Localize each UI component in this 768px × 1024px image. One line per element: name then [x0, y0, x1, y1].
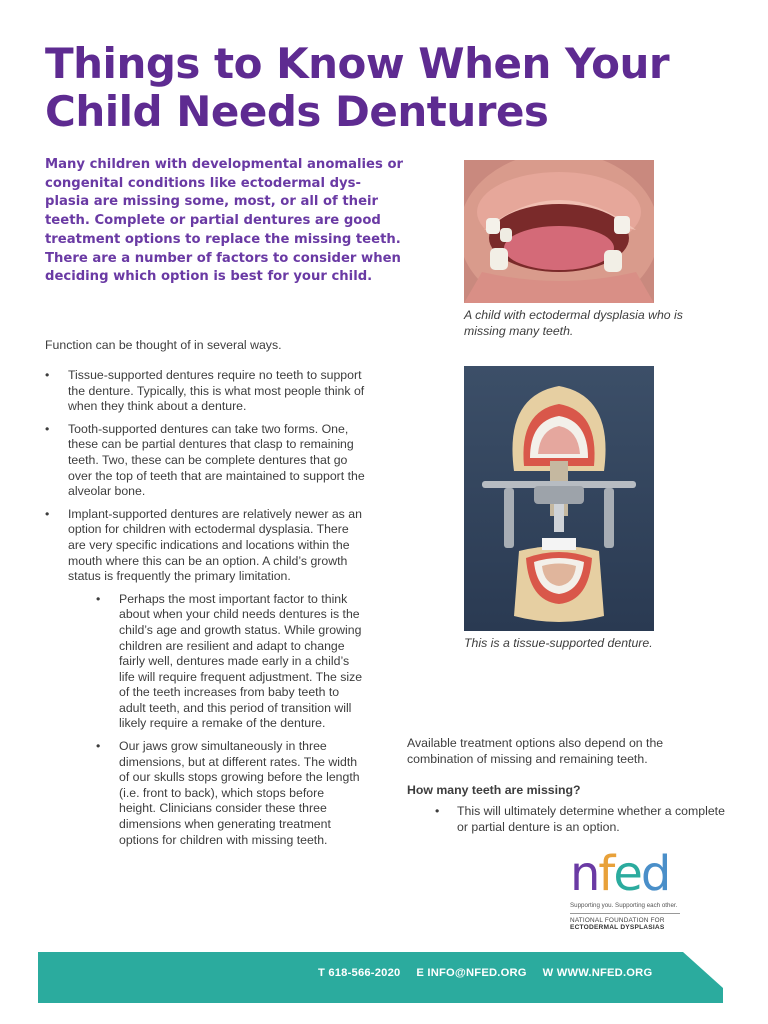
denture-model-photo [464, 366, 654, 631]
list-item: • Tissue-supported dentures require no teeth to support the denture. Typically, this is what most people think of when they think about a denture. [45, 368, 365, 415]
logo-letter-f: f [598, 846, 614, 902]
list-item: • Tooth-supported dentures can take two forms. One, these can be partial dentures that clasp to remaining teeth. Two, these can be complete dentures that go over the top of teeth that are maintained to support the alveolar bone. [45, 422, 365, 500]
footer-email: E INFO@NFED.ORG [416, 967, 527, 979]
page-title: Things to Know When Your Child Needs Dentures [45, 39, 670, 136]
available-options-paragraph: Available treatment options also depend on the combination of missing and remaining teeth. [407, 736, 664, 766]
growth-factors-list [96, 592, 364, 849]
logo-name-line1: NATIONAL FOUNDATION FOR [570, 917, 665, 924]
logo-name-line2: ECTODERMAL DYSPLASIAS [570, 924, 665, 931]
footer-phone: T 618-566-2020 [318, 967, 401, 979]
function-paragraph: Function can be thought of in several ways. [45, 338, 282, 352]
list-item: • Our jaws grow simultaneously in three dimensions, but at different rates. The width of our skulls stops growing before the length (i.e. front to back), which stops before height. Clinicians consider these three dimensions when generating treatment options for children with missing teeth. [96, 739, 364, 848]
footer-website: W WWW.NFED.ORG [542, 967, 653, 979]
logo-letter-e: e [613, 846, 641, 902]
logo-tagline: Supporting you. Supporting each other. [570, 902, 678, 909]
list-item: • Perhaps the most important factor to think about when your child needs dentures is the child’s age and growth status. While growing children are resilient and adapt to change fairly well, dentures made early in a child’s life will require frequent adjustment. The size of the teeth increases from baby teeth to adult teeth, and this period of transition will likely require a remake of the denture. [96, 592, 364, 732]
missing-teeth-list [407, 804, 727, 835]
photo-caption: A child with ectodermal dysplasia who is missing many teeth. [464, 308, 683, 338]
nfed-logo [570, 848, 690, 943]
logo-wordmark [570, 848, 690, 900]
logo-letter-d: d [640, 846, 670, 902]
child-mouth-photo [464, 160, 654, 303]
logo-letter-n: n [570, 846, 599, 902]
intro-paragraph: Many children with developmental anomalies or congenital conditions like ectodermal dys-plasia are missing some, most, or all of their teeth. Complete or partial dentures are good treatment options to replace the missing teeth. There are a number of factors to consider when deciding which option is best for your child. [45, 157, 404, 285]
photo-caption: This is a tissue-supported denture. [464, 636, 653, 650]
footer-contacts [318, 967, 652, 979]
missing-teeth-heading: How many teeth are missing? [407, 783, 581, 797]
list-item: • Implant-supported dentures are relatively newer as an option for children with ectodermal dysplasia. There are very specific indications and locations within the mouth where this can be an option. A child’s growth status is frequently the primary limitation. • Perhaps the most important factor to think about when your child needs dentures is the child’s age and growth status. While growing children are resilient and adapt to change fairly well, dentures made early in a child’s life will require frequent adjustment. The size of the teeth increases from baby teeth to adult teeth, and this period of transition will likely require a remake of the denture. • Our jaws grow simultaneously in three dimensions, but at different rates. The width of our skulls stops growing before the length (i.e. front to back), which stops before height. Clinicians consider these three dimensions when generating treatment options for children with missing teeth. [45, 507, 365, 848]
list-item: • This will ultimately determine whether a complete or partial denture is an option. [407, 804, 727, 835]
denture-types-list [45, 368, 365, 855]
logo-divider [570, 913, 680, 914]
